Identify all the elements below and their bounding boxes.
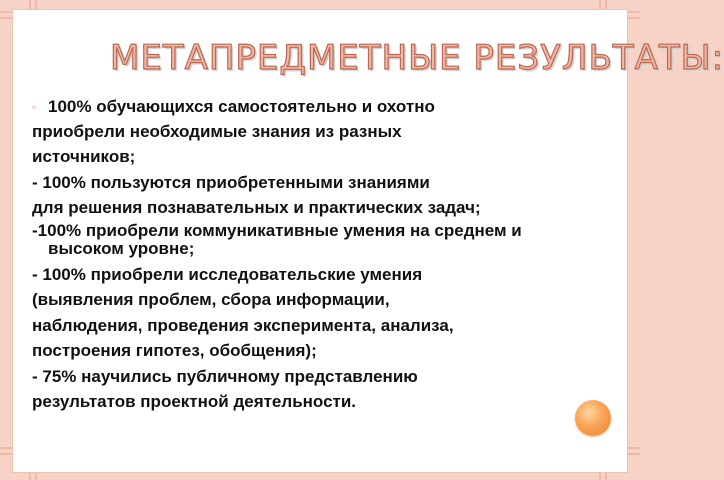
- text-line: - 100% пользуются приобретенными знаниями: [32, 173, 430, 192]
- text-line: построения гипотез, обобщения);: [32, 341, 317, 360]
- text-line: 100% обучающихся самостоятельно и охотно: [48, 97, 435, 116]
- text-line: - 75% научились публичному представлению: [32, 367, 418, 386]
- text-line: - 100% приобрели исследовательские умения: [32, 265, 423, 284]
- bullet-icon: ▫: [32, 100, 37, 114]
- text-line: приобрели необходимые знания из разных: [32, 122, 402, 141]
- text-line: источников;: [32, 147, 136, 166]
- text-line: -100% приобрели коммуникативные умения на среднем и: [32, 221, 522, 240]
- text-line: результатов проектной деятельности.: [32, 392, 357, 411]
- text-line: высоком уровне;: [48, 239, 195, 258]
- slide-title: МЕТАПРЕДМЕТНЫЕ РЕЗУЛЬТАТЫ:: [110, 38, 724, 78]
- orange-circle-decoration: [575, 400, 611, 436]
- text-line: для решения познавательных и практических задач;: [32, 198, 481, 217]
- text-line: (выявления проблем, сбора информации,: [32, 290, 390, 309]
- text-line: наблюдения, проведения эксперимента, анализа,: [32, 316, 454, 335]
